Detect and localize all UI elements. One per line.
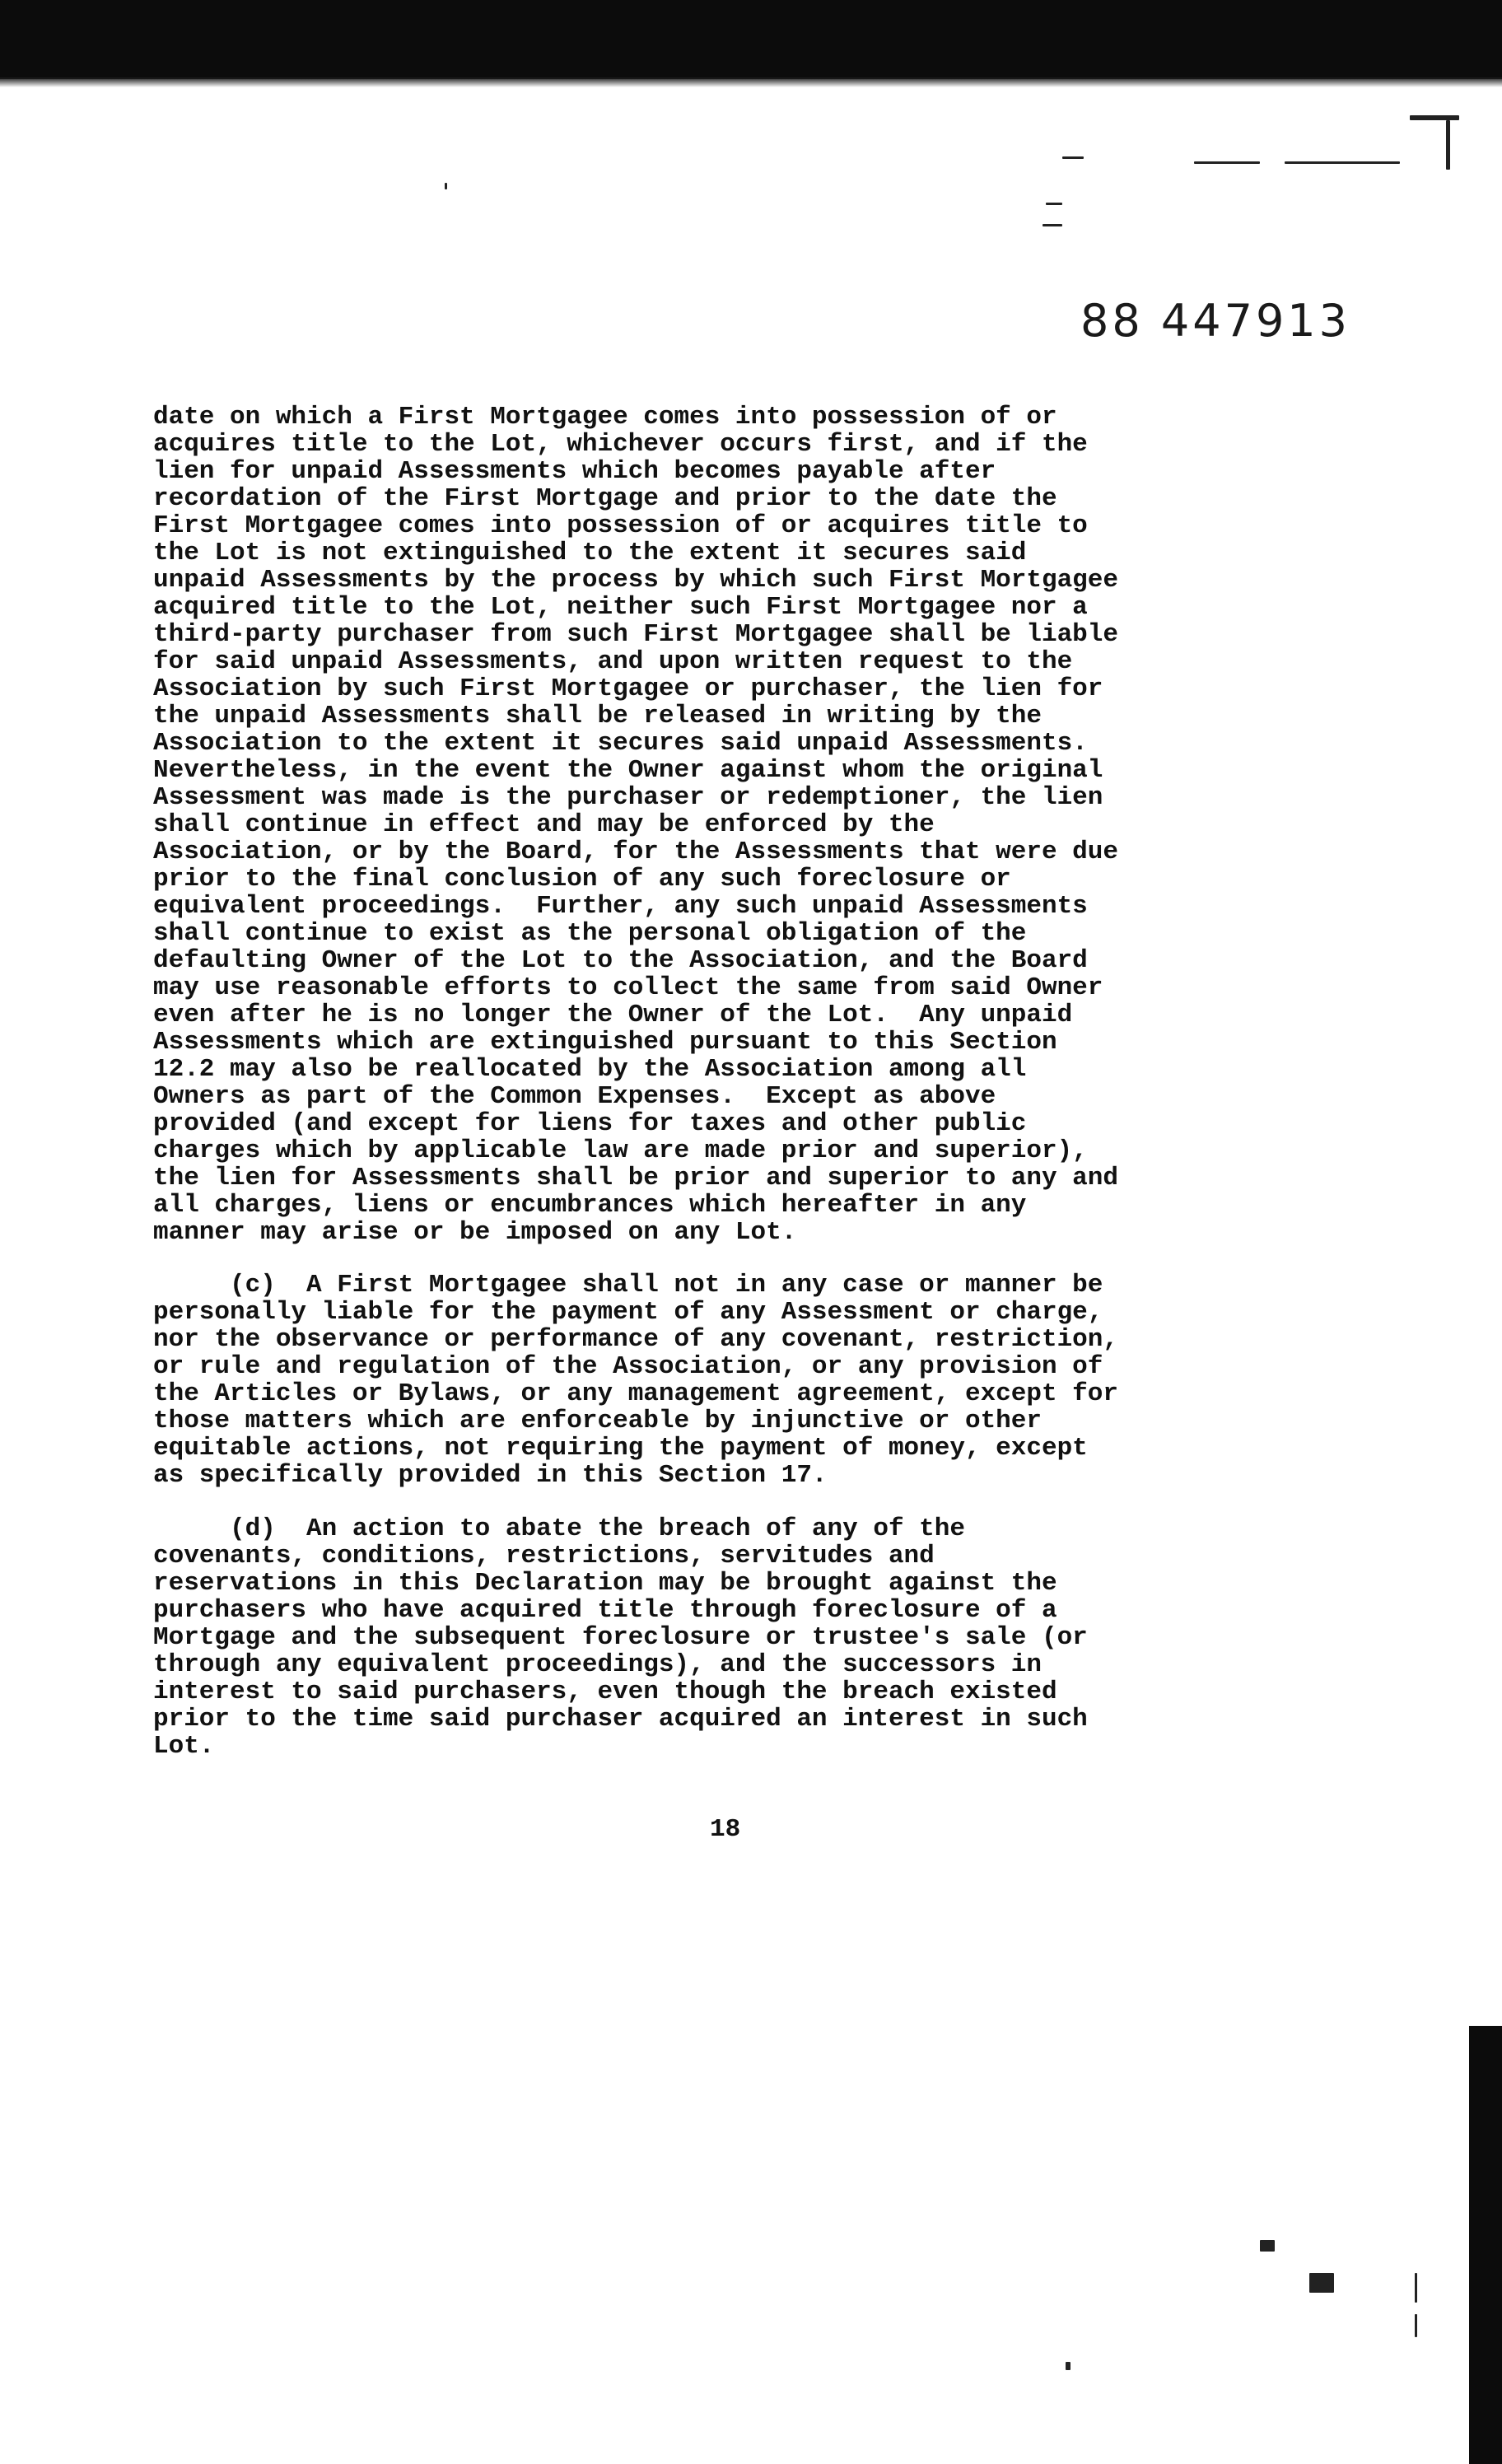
scan-speck: [1410, 115, 1459, 120]
scan-speck: [1415, 2273, 1417, 2303]
scan-speck: [1415, 2314, 1417, 2337]
scan-top-border: [0, 0, 1502, 79]
scan-speck: [1043, 224, 1062, 226]
recording-number: 88 447913: [1080, 295, 1351, 347]
scan-speck: [445, 183, 447, 189]
page-number: 18: [710, 1815, 741, 1844]
scan-speck: [1285, 161, 1400, 164]
continuation-paragraph: date on which a First Mortgagee comes into possession of or acquires title to the Lot, whichever occurs first, and if the lien for unpaid Assessments which becomes payable after recordation of the First Mortgage and prior to the date the First Mortgagee comes into possession of or acquires title to the Lot is not extinguished to the extent it secures said unpaid Assessments by the process by which such First Mortgagee acquired title to the Lot, neither such First Mortgagee nor a third-party purchaser from such First Mortgagee shall be liable for said unpaid Assessments, and upon written request to the Association by such First Mortgagee or purchaser, the lien for the unpaid Assessments shall be released in writing by the Association to the extent it secures said unpaid Assessments. Nevertheless, in the event the Owner against whom the original Assessment was made is the purchaser or redemptioner, the lien shall continue in effect and may be enforced by the Association, or by the Board, for the Assessments that were due prior to the final conclusion of any such foreclosure or equivalent proceedings. Further, any such unpaid Assessments shall continue to exist as the personal obligation of the defaulting Owner of the Lot to the Association, and the Board may use reasonable efforts to collect the same from said Owner even after he is no longer the Owner of the Lot. Any unpaid Assessments which are extinguished pursuant to this Section 12.2 may also be reallocated by the Association among all Owners as part of the Common Expenses. Except as above provided (and except for liens for taxes and other public charges which by applicable law are made prior and superior), the lien for Assessments shall be prior and superior to any and all charges, liens or encumbrances which hereafter in any manner may arise or be imposed on any Lot.: [153, 403, 1118, 1247]
scan-speck: [1260, 2240, 1275, 2252]
scan-speck: [1066, 2362, 1071, 2370]
paragraph-d: (d) An action to abate the breach of any of the covenants, conditions, restrictions, servitudes and reservations in this Declaration may be brought against the purchasers who have acquired title through foreclosure of a Mortgage and the subsequent foreclosure or trustee's sale (or through any equivalent proceedings), and the successors in interest to said purchasers, even though the breach existed prior to the time said purchaser acquired an interest in such Lot.: [153, 1514, 1088, 1761]
paragraph-c: (c) A First Mortgagee shall not in any case or manner be personally liable for the payment of any Assessment or charge, nor the observance or performance of any covenant, restriction, or rule and regulation of the Association, or any provision of the Articles or Bylaws, or any management agreement, except for those matters which are enforceable by injunctive or other equitable actions, not requiring the payment of money, except as specifically provided in this Section 17.: [153, 1271, 1118, 1490]
scan-speck: [1446, 120, 1450, 170]
scan-speck: [1194, 161, 1260, 164]
scan-speck: [1046, 203, 1062, 205]
scan-speck: [1062, 156, 1084, 159]
scan-right-border: [1469, 2026, 1502, 2464]
scan-speck: [1309, 2273, 1334, 2293]
